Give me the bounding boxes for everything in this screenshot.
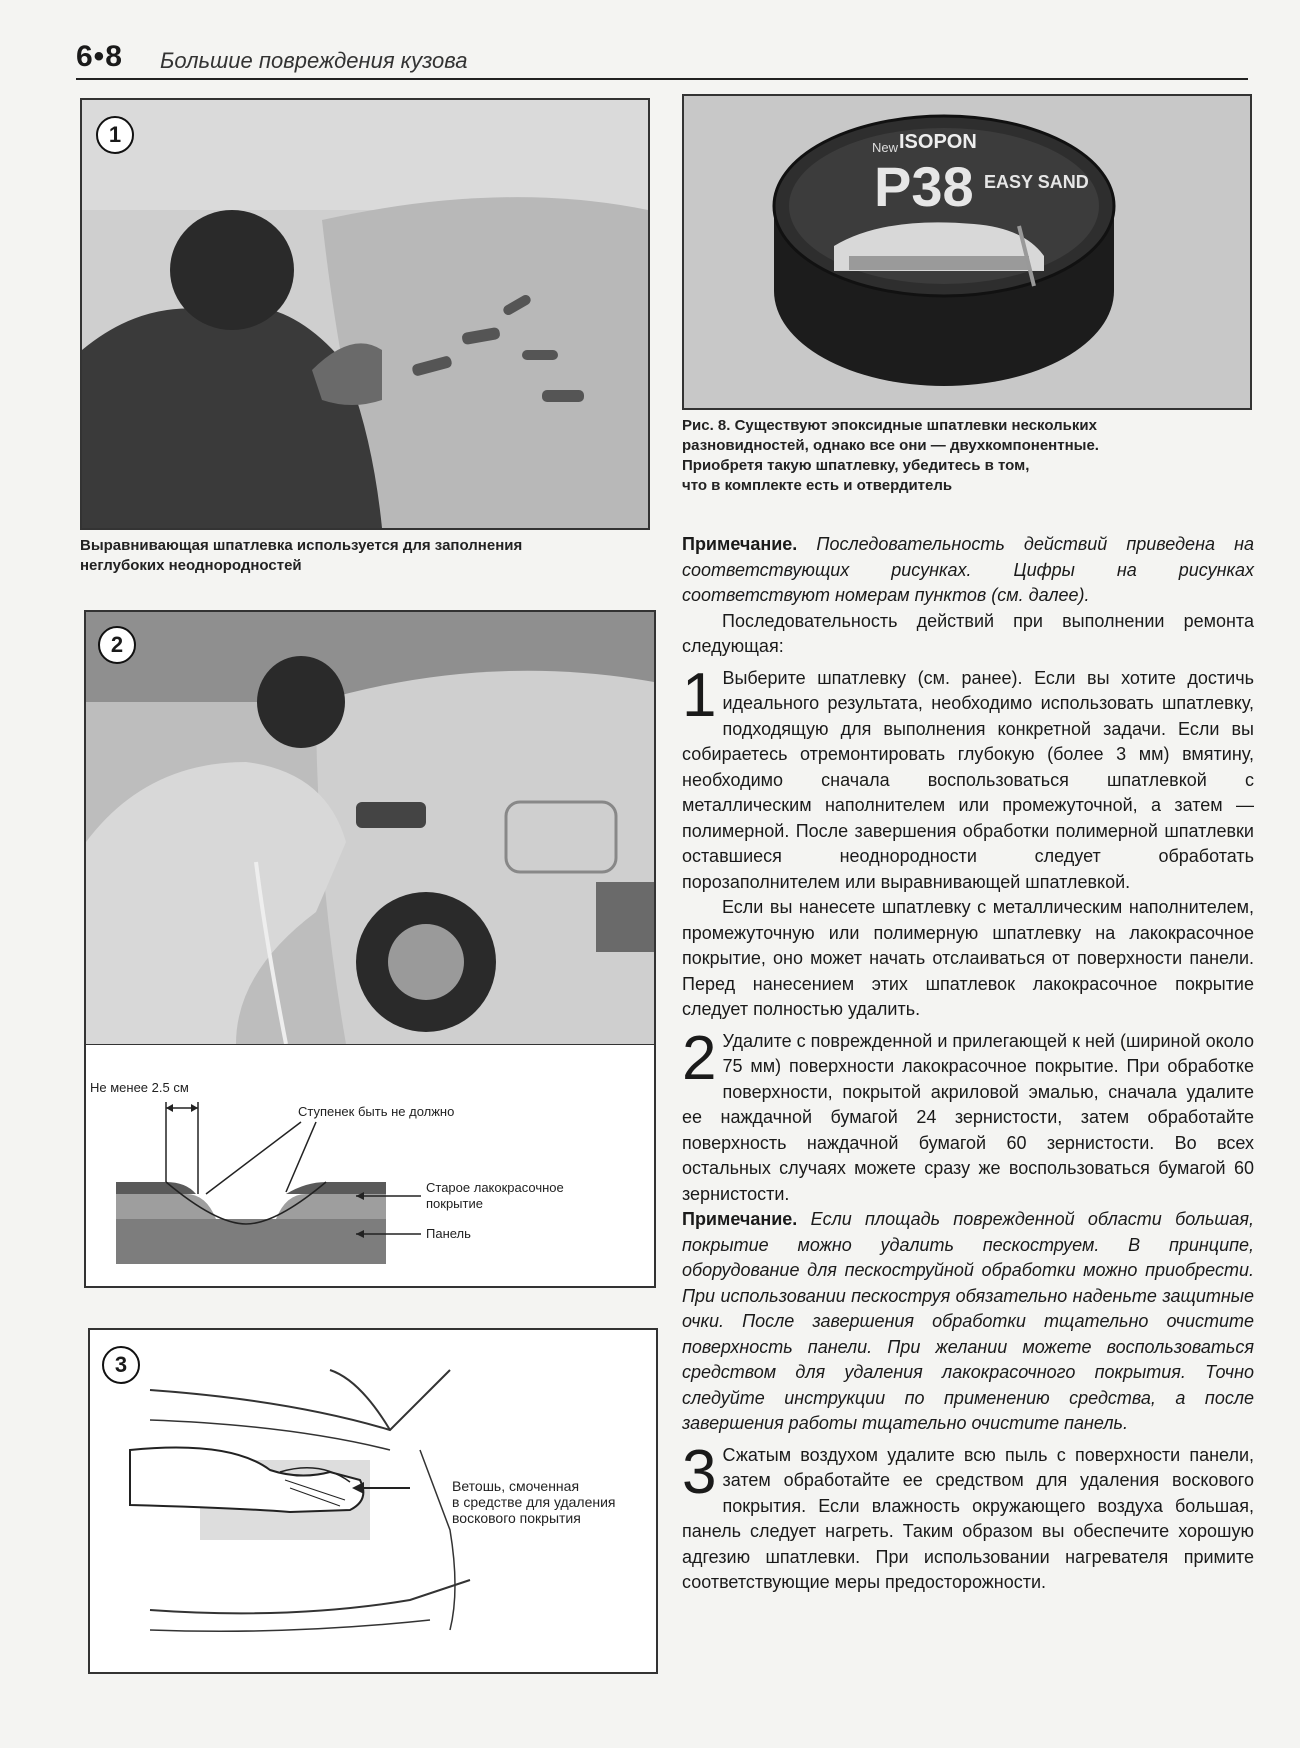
product-brand: ISOPON: [899, 131, 977, 153]
step-3: [682, 1437, 1254, 1596]
product-sub: EASY SAND: [984, 172, 1089, 192]
note-2-label: Примечание.: [682, 1209, 798, 1229]
figure-8-caption-line-4: что в комплекте есть и отвердитель: [682, 477, 953, 494]
old-paint-label-line-1: Старое лакокрасочное: [426, 1180, 564, 1195]
rag-label-line-1: Ветошь, смоченная: [452, 1478, 580, 1494]
figure-8-photo: [682, 94, 1252, 410]
rag-label-line-2: в средстве для удаления: [452, 1494, 616, 1510]
isopon-p38-can-illustration: [684, 96, 1250, 408]
step-1-paragraph-2: Если вы нанесете шпатлевку с металлическим наполнителем, промежуточную или полимерную шпатлевку на лакокрасочное покрытие, оно может начать отслаиваться от поверхности панели. Перед нанесением этих шпатлевок лакокрасочное покрытие следует полностью удалить.: [682, 897, 1254, 1019]
step-2: [682, 1023, 1254, 1208]
note-2: [682, 1207, 1254, 1437]
figure-8-caption-line-2: разновидностей, однако все они — двухкомпонентные.: [682, 437, 1099, 454]
product-name: P38: [874, 155, 974, 218]
rag-label-line-3: воскового покрытия: [452, 1510, 581, 1526]
old-paint-label-line-2: покрытие: [426, 1196, 483, 1211]
figure-2-panel: [84, 610, 656, 1288]
step-2-number: 2: [682, 1023, 717, 1093]
worker-sanding-illustration: [86, 612, 654, 1044]
figure-8-caption-line-1: Рис. 8. Существуют эпоксидные шпатлевки нескольких: [682, 417, 1097, 434]
page-header: [76, 38, 1248, 80]
panel-label: Панель: [426, 1226, 471, 1241]
note-1-body: Последовательность действий приведена на соответствующих рисунках. Цифры на рисунках соответствуют номерам пунктов (см. далее).: [682, 534, 1254, 605]
figure-3-number: 3: [102, 1346, 140, 1384]
product-new: New: [872, 140, 899, 155]
figure-1-number: 1: [96, 116, 134, 154]
step-1-number: 1: [682, 660, 717, 730]
intro-paragraph: Последовательность действий при выполнении ремонта следующая:: [682, 610, 1254, 656]
step-3-number: 3: [682, 1437, 717, 1507]
figure-1-caption-line-2: неглубоких неоднородностей: [80, 557, 302, 574]
step-1: [682, 660, 1254, 896]
figure-8-caption: [682, 416, 1242, 496]
no-steps-label: Ступенек быть не должно: [298, 1104, 455, 1119]
rag-label: [452, 1478, 652, 1526]
worker-applying-filler-illustration: [82, 100, 648, 528]
figure-1-photo: [80, 98, 650, 530]
step-2-text: Удалите с поврежденной и прилегающей к ней (шириной около 75 мм) поверхности лакокрасочное покрытие. При обработке поверхности, покрытой акриловой эмалью, сначала удалите ее наждачной бумагой 24 зернистости, затем обработайте поверхность наждачной бумагой 60 зернистости. Во всех остальных случаях можете сразу же воспользоваться бумагой 60 зернистости.: [682, 1030, 1254, 1204]
figure-2-number: 2: [98, 626, 136, 664]
step-3-text: Сжатым воздухом удалите всю пыль с поверхности панели, затем обработайте ее средством для удаления воскового покрытия. Если влажность окружающего воздуха большая, панель следует нагреть. Таким образом вы обеспечите хорошую адгезию шпатлевки. При использовании нагревателя примите соответствующие меры предосторожности.: [682, 1444, 1254, 1592]
step-1-text: Выберите шпатлевку (см. ранее). Если вы хотите достичь идеального результата, необходимо использовать шпатлевку, подходящую для выполнения конкретной задачи. Если вы собираетесь отремонтировать глубокую (более 3 мм) вмятину, необходимо сначала воспользоваться шпатлевкой с металлическим наполнителем или промежуточной, а затем — полимерной. После завершения обработки полимерной шпатлевки оставшиеся неоднородности следует обработать порозаполнителем или выравнивающей шпатлевкой.: [682, 667, 1254, 892]
chapter-title: Большие повреждения кузова: [160, 48, 468, 73]
note-1: [682, 532, 1254, 609]
filler-cross-section-diagram: [86, 1044, 654, 1286]
figure-1-caption: [80, 536, 660, 576]
min-distance-label: Не менее 2.5 см: [90, 1080, 189, 1095]
note-2-body: Если площадь поврежденной области большая, покрытие можно удалить пескоструем. В принципе, оборудование для пескоструйной обработки можно приобрести. При использовании пескоструя обязательно наденьте защитные очки. После завершения обработки тщательно очистите поверхность панели. При желании можете воспользоваться средством для удаления лакокрасочного покрытия. Точно следуйте инструкции по применению средства, а после завершения работы тщательно очистите панель.: [682, 1209, 1254, 1433]
figure-3-drawing: [88, 1328, 658, 1674]
figure-1-caption-line-1: Выравнивающая шпатлевка используется для заполнения: [80, 537, 523, 554]
figure-8-caption-line-3: Приобретя такую шпатлевку, убедитесь в том,: [682, 457, 1030, 474]
page-number: 6•8: [76, 40, 123, 73]
body-text-column: [682, 532, 1254, 1596]
note-1-label: Примечание.: [682, 534, 798, 554]
